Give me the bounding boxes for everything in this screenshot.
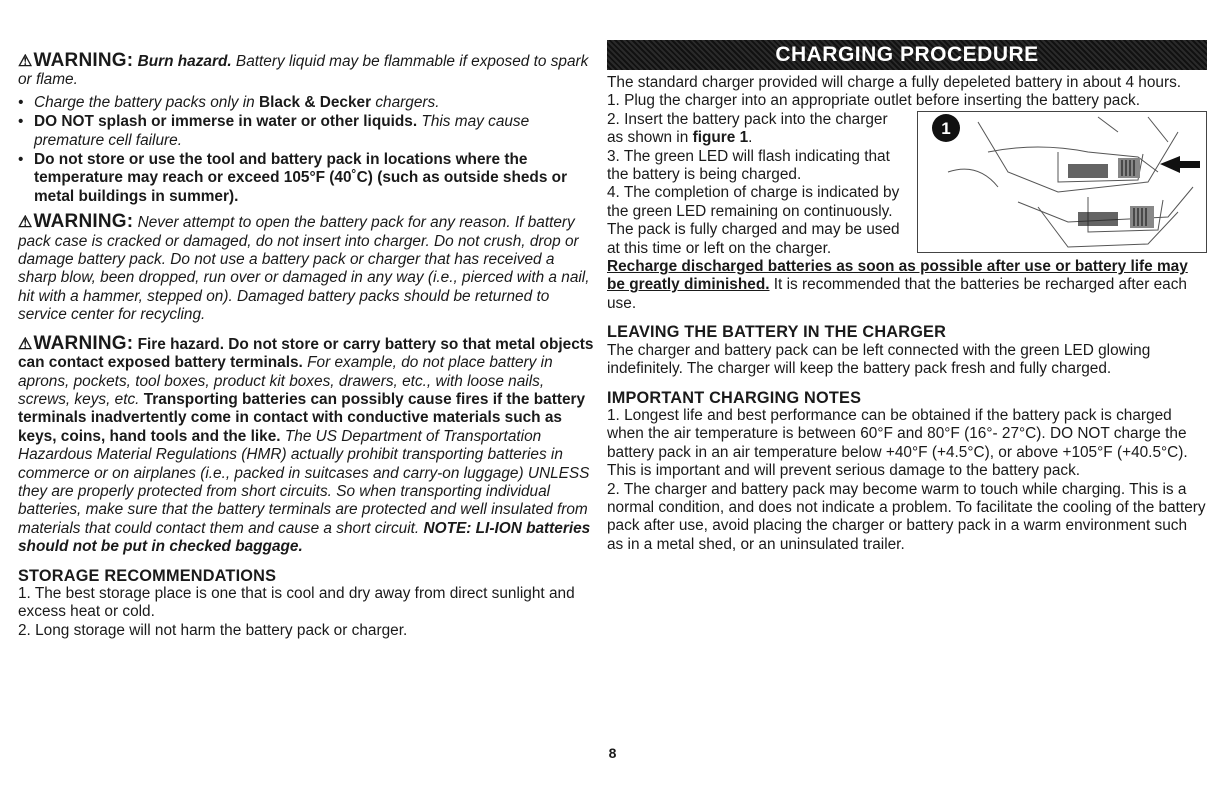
warning-triangle-icon: ⚠ — [18, 335, 33, 353]
warning-text: Battery liquid may be flammable if exposed to spark or flame. — [18, 53, 589, 89]
li-ion-note: NOTE: LI-ION batteries should not be put in checked baggage. — [18, 519, 591, 556]
figure-reference: figure 1 — [692, 129, 749, 147]
battery-damage-warning — [18, 213, 596, 324]
figure-1-charger-illustration — [917, 111, 1207, 253]
leaving-battery-heading: LEAVING THE BATTERY IN THE CHARGER — [607, 323, 947, 342]
storage-heading: STORAGE RECOMMENDATIONS — [18, 566, 277, 585]
warning-triangle-icon: ⚠ — [18, 53, 33, 70]
fire-hazard-warning: ⚠WARNING: Fire hazard. Do not store or carry battery so that metal objects can contact exposed battery terminals. For example, do not place battery in aprons, pockets, tool boxes, product kit boxes, drawers, etc., with loose nails, screws, keys, etc. Transporting batteries can possibly cause fires if the battery terminals inadvertently come in contact with conductive materials such as keys, coins, hand tools and the like. The US Department of Transportation Hazardous Material Regulations (HMR) actually prohibit transporting batteries in commerce or on airplanes (i.e., packed in suitcases and carry-on luggage) UNLESS they are properly protected from short circuits. So when transporting individual batteries, make sure that the battery terminals are protected and well insulated from materials that could contact them and cause a short circuit. NOTE: LI-ION batteries should not be put in checked baggage. — [18, 332, 594, 556]
list-item: 2. The charger and battery pack may become warm to touch while charging. This is a normal condition, and does not indicate a problem. To facilitate the cooling of the battery pack after use, avoid placing the charger or battery pack in a warm environment such as in a metal shed, or an uninsulated trailer. — [607, 480, 1206, 553]
step-1: 1. Plug the charger into an appropriate outlet before inserting the battery pack. — [607, 92, 1141, 110]
warning-label: ⚠WARNING: — [18, 211, 134, 233]
right-column — [607, 43, 1207, 554]
charging-procedure-banner: CHARGING PROCEDURE — [607, 40, 1207, 70]
step-4: 4. The completion of charge is indicated by the green LED remaining on continuously. The pack is fully charged and may be used at this time or left on the charger. — [607, 184, 900, 257]
list-item: • Charge the battery packs only in Black & Decker chargers. — [18, 94, 596, 112]
warning-title: Burn hazard. — [133, 53, 232, 70]
step-2: 2. Insert the battery pack into the charger as shown in figure 1. — [607, 110, 888, 147]
steps-2-4 — [607, 111, 907, 258]
list-item: • DO NOT splash or immerse in water or other liquids. This may cause premature cell failure. — [18, 113, 596, 150]
charging-intro: The standard charger provided will charge a fully depeleted battery in about 4 hours. — [607, 74, 1182, 91]
list-item: 1. Longest life and best performance can be obtained if the battery pack is charged when the air temperature is between 60°F and 80°F (16°- 27°C). DO NOT charge the battery pack in an air temperature below +40°F (+4.5°C), or above +105°F (+40.5°C). This is important and will prevent serious damage to the battery pack. — [607, 406, 1188, 480]
page-number: 8 — [608, 745, 617, 761]
left-column — [18, 52, 596, 640]
list-item: 1. The best storage place is one that is cool and dry away from direct sunlight and excess heat or cold. — [18, 584, 575, 621]
recharge-advice: Recharge discharged batteries as soon as possible after use or battery life may be greatly diminished. It is recommended that the batteries be recharged after each use. — [607, 258, 1188, 312]
list-item: • Do not store or use the tool and battery pack in locations where the temperature may reach or exceed 105°F (40˚C) (such as outside sheds or metal buildings in summer). — [18, 151, 596, 206]
leaving-battery-text: The charger and battery pack can be left connected with the green LED glowing indefinitely. The charger will keep the battery pack fresh and fully charged. — [607, 341, 1151, 378]
warning-label: ⚠WARNING: — [18, 50, 134, 71]
figure-number: 1 — [941, 118, 951, 138]
burn-hazard-bullets — [18, 94, 596, 206]
warning-triangle-icon: ⚠ — [18, 214, 33, 232]
steps-with-figure — [607, 111, 1207, 258]
warning-label: ⚠WARNING: — [18, 332, 134, 354]
list-item: 2. Long storage will not harm the battery pack or charger. — [18, 621, 408, 639]
burn-hazard-warning — [18, 52, 596, 90]
charger-battery-icon — [918, 112, 1206, 252]
step-3: 3. The green LED will flash indicating that the battery is being charged. — [607, 147, 890, 184]
warning-text: Never attempt to open the battery pack for any reason. If battery pack case is cracked or damaged, do not insert into charger. Do not crush, drop or damage battery pack. Do not use a battery pack or charger that has received a sharp blow, been dropped, run over or damaged in any way (i.e., pierced with a nail, hit with a hammer, stepped on). Damaged battery packs should be returned to service center for recycling. — [18, 214, 590, 324]
arrow-left-icon — [1160, 156, 1200, 173]
charging-notes-heading: IMPORTANT CHARGING NOTES — [607, 388, 862, 407]
